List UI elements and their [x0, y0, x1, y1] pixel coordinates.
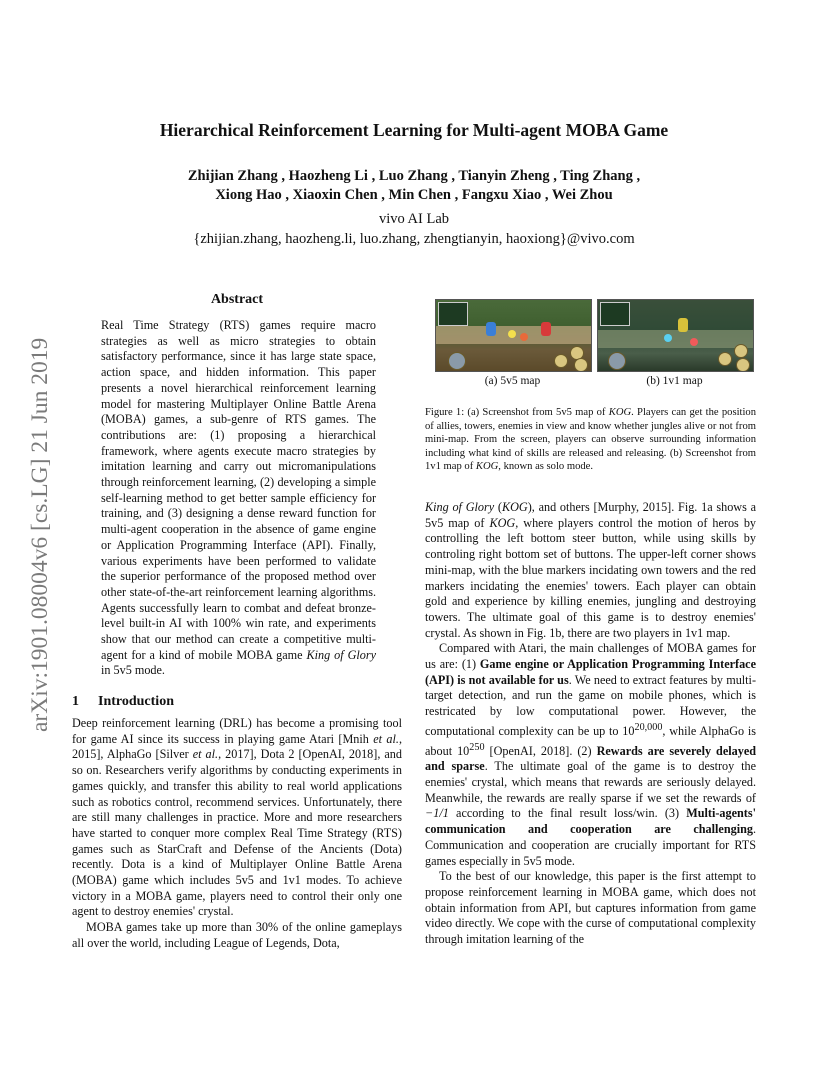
intro-paragraph-1: Deep reinforcement learning (DRL) has become a promising tool for game AI since its success in playing game Atari [Mnih et al., 2015], AlphaGo [Silver et al., 2017], Dota 2 [OpenAI, 2018], and so on. Researchers verify algorithms by conducting experiments in games quickly, and transfer this ability to real world applications such as robotics control, recommend services. Unfortunately, there are still many challenges in practice. More and more researchers have started to conquer more complex Real Time Strategy (RTS) games such as StarCraft and Defense of the Ancients (Dota) recently. Dota is a kind of Multiplayer Online Battle Arena (MOBA) game which includes 5v5 and 1v1 modes. To achieve victory in a MOBA game, players need to control their only one agent to destroy enemies' crystal.	[72, 716, 402, 919]
abstract-body	[101, 318, 376, 679]
section-heading-introduction	[72, 694, 174, 710]
right-paragraph-2: Compared with Atari, the main challenges of MOBA games for us are: (1) Game engine or Application Programming Interface (API) is not available for us. We need to extract features by multi-target detection, and run the game on mobile phones, which is restricated by low computational power. However, the computational complexity can be up to 10$^{20,000}$, while AlphaGo is about $10^{250}$ [OpenAI, 2018]. (2) Rewards are severely delayed and sparse. The ultimate goal of the game is to destroy the enemies' crystal, which means that rewards are seriously delayed. Meanwhile, the rewards are really sparse if we set the rewards of −1/1 according to the final result loss/win. (3) Multi-agents' communication and cooperation are challenging. Communication and cooperation are crucially important for RTS games especially in 5v5 mode.	[425, 641, 757, 868]
abstract-game-name: King of Glory	[306, 647, 376, 662]
abstract-text-end: in 5v5 mode.	[101, 663, 165, 678]
figure-1b-label: (b) 1v1 map	[646, 375, 703, 387]
figure-1-caption: Figure 1: (a) Screenshot from 5v5 map of KOG. Players can get the position of allies, towers, enemies in view and know whether jungles alive or not from mini-map. From the screen, players can observe surrounding information including what kind of skills are released and releasing. (b) Screenshot from 1v1 map of KOG, known as solo mode.	[425, 407, 756, 473]
introduction-body	[72, 716, 402, 952]
abstract-text: Real Time Strategy (RTS) games require macro strategies as well as micro strategies to obtain satisfactory performance, since it has large state space, action space, and hidden information. This paper presents a novel hierarchical reinforcement learning model for mastering Multiplayer Online Battle Arena (MOBA) games, a sub-genre of RTS games. The contributions are: (1) proposing a hierarchical framework, where agents execute macro strategies by imitation learning and carry out micromanipulations through reinforcement learning, (2) developing a simple self-learning method to get better sample efficiency for training, and (3) designing a dense reward function for multi-agent cooperation in the absence of game engine or Application Programming Interface (API). Finally, various experiments have been performed to validate the superior performance of the proposed method over other state-of-the-art reinforcement learning algorithms. Agents successfully learn to combat and defeat bronze-level built-in AI with 100% win rate, and experiments show that our method can create a competitive multi-agent for a kind of mobile MOBA game	[101, 318, 376, 662]
paper-title: Hierarchical Reinforcement Learning for Multi-agent MOBA Game	[159, 120, 669, 140]
intro-paragraph-2: MOBA games take up more than 30% of the online gameplays all over the world, including League of Legends, Dota,	[72, 920, 402, 950]
minimap	[600, 302, 630, 326]
right-column-body	[425, 500, 756, 948]
authors-line-2: Xiong Hao , Xiaoxin Chen , Min Chen , Fangxu Xiao , Wei Zhou	[215, 187, 613, 203]
section-number: 1	[72, 694, 79, 709]
author-emails: {zhijian.zhang, haozheng.li, luo.zhang, zhengtianyin, haoxiong}@vivo.com	[193, 231, 635, 247]
figure-1a-label: (a) 5v5 map	[484, 375, 541, 387]
section-title: Introduction	[98, 694, 174, 709]
authors-line-1: Zhijian Zhang , Haozheng Li , Luo Zhang , Tianyin Zheng , Ting Zhang ,	[187, 168, 641, 184]
abstract-heading: Abstract	[210, 292, 264, 307]
arxiv-identifier: arXiv:1901.08004v6 [cs.LG] 21 Jun 2019	[27, 337, 53, 732]
affiliation: vivo AI Lab	[378, 211, 450, 227]
right-paragraph-3: To the best of our knowledge, this paper is the first attempt to propose reinforcement learning in MOBA game, which does not obtain information from API, but captures information from game video directly. We cope with the curse of computational complexity through imitation learning of the	[425, 869, 756, 947]
author-list	[0, 167, 828, 205]
figure-1v1-screenshot	[597, 299, 754, 372]
minimap	[438, 302, 468, 326]
figure-5v5-screenshot	[435, 299, 592, 372]
right-paragraph-1: King of Glory (KOG), and others [Murphy, 2015]. Fig. 1a shows a 5v5 map of KOG, where players control the motion of heros by controlling the left bottom steer button, while using skills by controling right bottom set of buttons. The upper-left corner shows mini-map, with the blue markers incidating own towers and the red markers incidating the enemies' towers. Each player can obtain gold and experience by killing enemies, jungling and destroying towers. The ultimate goal of this game is to destroy enemies' crystal. As shown in Fig. 1b, there are two players in 1v1 map.	[425, 500, 757, 640]
